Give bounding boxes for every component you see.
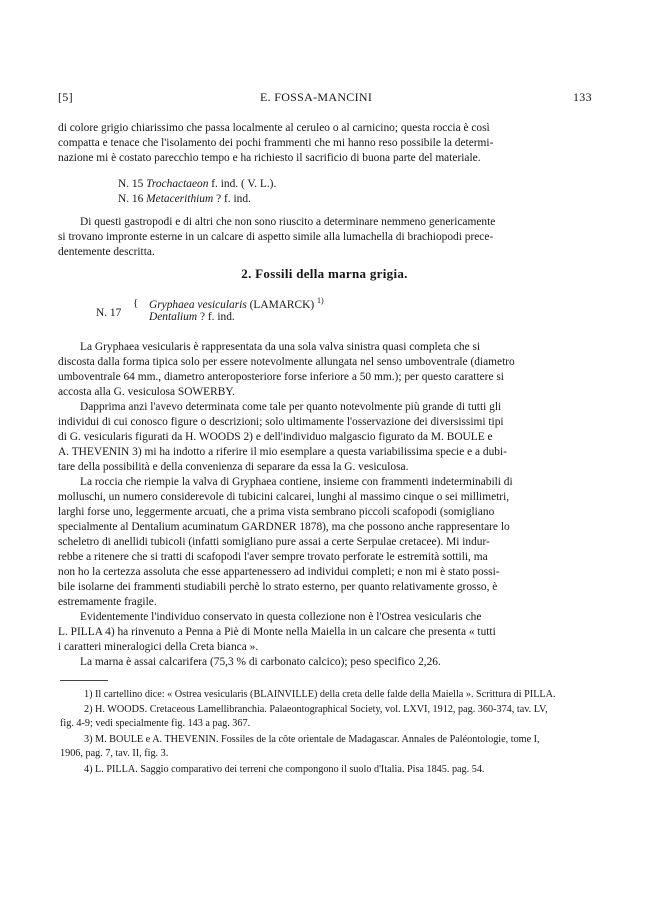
text-line: rebbe a ritenere che si tratti di scafopodi l'aver sempre trovato perforate le estremità sottili, ma bbox=[58, 551, 488, 563]
text-line: i caratteri mineralogici della Creta bianca ». bbox=[58, 641, 259, 653]
text-line: discosta dalla forma tipica solo per essere notevolmente allungata nel senso umboventrale (diametro bbox=[58, 356, 515, 368]
species-rest: ? f. ind. bbox=[197, 311, 235, 323]
text-line: nazione mi è costato parecchio tempo e ha richiesto il sacrificio di buona parte del materiale. bbox=[58, 152, 481, 164]
text-line: estremamente fragile. bbox=[58, 596, 157, 608]
text-line: specialmente al Dentalium acuminatum GARDNER 1878), ma che possono anche rappresentare lo bbox=[58, 521, 510, 533]
text-line: La marna è assai calcarifera (75,3 % di carbonato calcico); peso specifico 2,26. bbox=[80, 656, 441, 668]
species-author: (LAMARCK) bbox=[246, 298, 315, 311]
text-line: tare della possibilità e della convenienza di separare da essa la G. vesiculosa. bbox=[58, 461, 409, 473]
text-line: accosta alla G. vesiculosa SOWERBY. bbox=[58, 386, 235, 398]
text-line: umboventrale 64 mm., diametro anteroposteriore forse inferiore a 50 mm.); per questo carattere si bbox=[58, 371, 504, 383]
species-genus: Dentalium bbox=[149, 311, 198, 323]
text-line: si trovano impronte esterne in un calcare di aspetto simile alla lumachella di brachiopodi prece- bbox=[58, 231, 494, 243]
species-entry bbox=[149, 296, 324, 311]
footnote-continuation: fig. 4-9; vedi specialmente fig. 143 a pag. 367. bbox=[60, 718, 251, 729]
text-line: scheletro di anellidi tubicoli (infatti somigliano pure assai a certe Serpulae cretacee). Mi indur- bbox=[58, 536, 490, 548]
text-line: La Gryphaea vesicularis è rappresentata da una sola valva sinistra quasi completa che si bbox=[80, 341, 481, 353]
footnote-ref: 1) bbox=[317, 296, 324, 305]
species-genus: Metacerithium bbox=[146, 193, 214, 205]
text-line: bile isolarne dei frammenti studiabili perchè lo strato esterno, per quanto relativamente grosso, è bbox=[58, 581, 498, 593]
text-line: molluschi, un numero considerevole di tubicini calcarei, lunghi al massimo cinque o sei millimetri, bbox=[58, 491, 510, 503]
species-rest: ? f. ind. bbox=[213, 193, 251, 205]
footnote-rule bbox=[60, 680, 108, 681]
species-number: N. 17 bbox=[96, 307, 122, 319]
species-number: N. 15 bbox=[118, 178, 144, 190]
footnote: 4) L. PILLA. Saggio comparativo dei terreni che compongono il suolo d'Italia. Pisa 1845. pag. 54. bbox=[84, 764, 485, 775]
footnote-continuation: 1906, pag. 7, tav. II, fig. 3. bbox=[60, 748, 169, 759]
page-label: [5] bbox=[58, 90, 73, 104]
text-line: compatta e tenace che l'isolamento dei pochi frammenti che mi hanno reso possibile la determi- bbox=[58, 137, 494, 149]
species-name: Gryphaea vesicularis bbox=[149, 298, 247, 311]
text-line: Evidentemente l'individuo conservato in questa collezione non è l'Ostrea vesicularis che bbox=[80, 611, 482, 623]
species-genus: Trochactaeon bbox=[146, 178, 209, 190]
species-number: N. 16 bbox=[118, 193, 144, 205]
text-line: larghi forse uno, leggermente arcuati, che a prima vista sembrano piccoli scafopodi (somigliano bbox=[58, 506, 495, 518]
text-line: La roccia che riempie la valva di Gryphaea contiene, insieme con frammenti indeterminabili di bbox=[80, 476, 513, 488]
page-number: 133 bbox=[573, 90, 592, 104]
text-line: dentemente descritta. bbox=[58, 246, 155, 258]
footnote: 3) M. BOULE e A. THEVENIN. Fossiles de la côte orientale de Madagascar. Annales de Paléontologie, tome I, bbox=[84, 734, 540, 745]
text-line: di G. vesicularis figurati da H. WOODS 2) e dell'individuo malgascio figurato da M. BOULE e bbox=[58, 431, 493, 443]
text-line: L. PILLA 4) ha rinvenuto a Penna a Piè di Monte nella Maiella in un calcare che presenta « tutti bbox=[58, 626, 496, 638]
text-line: A. THEVENIN 3) mi ha indotto a riferire il mio esemplare a questa variabilissima specie e a dubi- bbox=[58, 446, 507, 458]
species-entry bbox=[118, 192, 649, 207]
footnote: 1) Il cartellino dice: « Ostrea vesicularis (BLAINVILLE) della creta delle falde della Maiella ». Scrittura di PILLA. bbox=[84, 689, 556, 700]
running-header-author: E. FOSSA-MANCINI bbox=[260, 90, 373, 104]
brace-glyph: { bbox=[133, 297, 139, 309]
text-line: non ho la certezza assoluta che esse appartenessero ad individui completi; e non mi è stato possi- bbox=[58, 566, 500, 578]
species-entry bbox=[149, 311, 235, 323]
footnote: 2) H. WOODS. Cretaceous Lamellibranchia. Palaeontographical Society, vol. LXVI, 1912, pag. 360-374, tav. LV, bbox=[84, 704, 548, 715]
section-heading: 2. Fossili della marna grigia. bbox=[241, 266, 408, 281]
text-line: individui di cui conosco figure o descrizioni; solo ultimamente l'osservazione dei diversissimi tipi bbox=[58, 416, 504, 428]
text-line: Di questi gastropodi e di altri che non sono riuscito a determinare nemmeno genericamente bbox=[80, 216, 496, 228]
text-line: Dapprima anzi l'avevo determinata come tale per quanto notevolmente più grande di tutti gli bbox=[80, 401, 502, 413]
species-rest: f. ind. ( V. L.). bbox=[208, 178, 277, 190]
text-line: di colore grigio chiarissimo che passa localmente al ceruleo o al carnicino; questa roccia è così bbox=[58, 122, 490, 134]
species-entry bbox=[118, 177, 649, 192]
